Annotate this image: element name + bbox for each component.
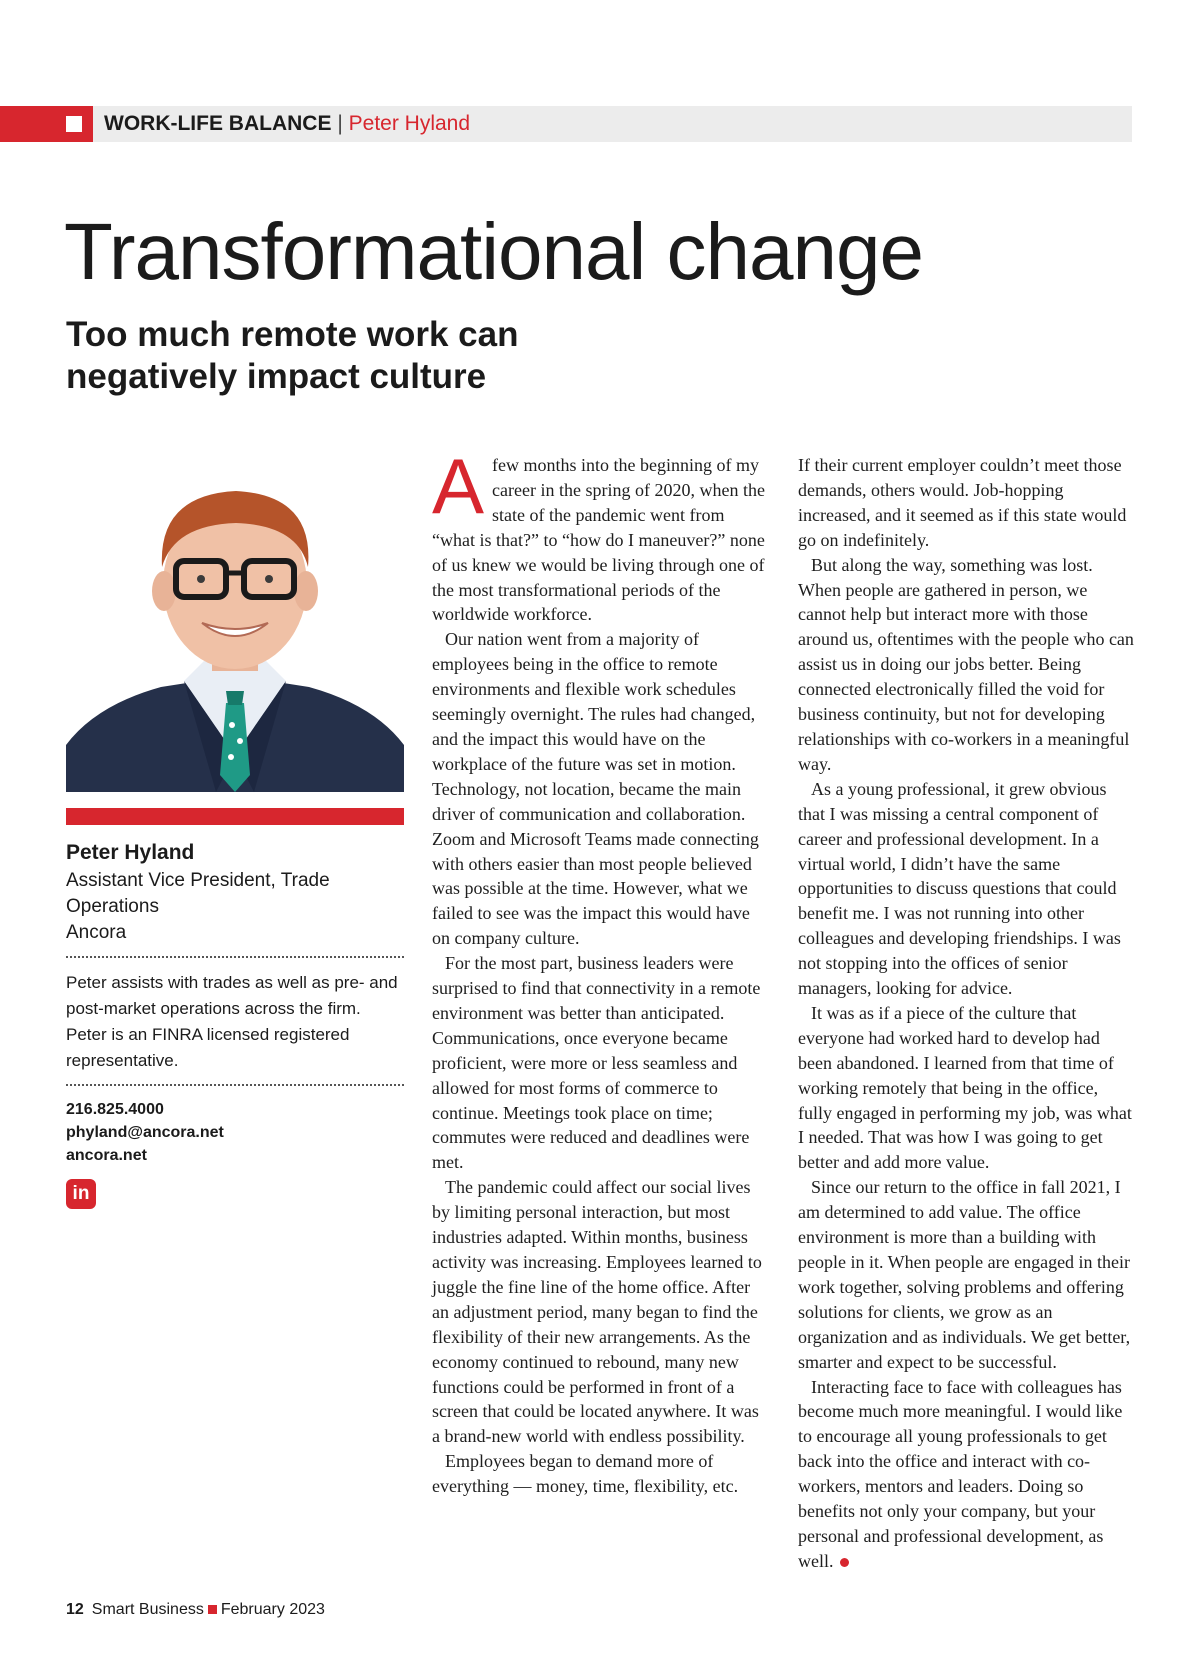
sidebar-divider	[66, 1084, 404, 1086]
article-paragraph: As a young professional, it grew obvious that I was missing a central component of career and professional development. In a virtual world, I didn’t have the same opportunities to discuss questions that could benefit me. I was not running into other colleagues and developing friendships. I was not stopping into the offices of senior managers, looking for advice.	[798, 778, 1121, 999]
author-company: Ancora	[66, 922, 127, 943]
article-paragraph: It was as if a piece of the culture that everyone had worked hard to develop had been abandoned. I learned from that time of working remotely that being in the office, fully engaged in performing my job, was what I needed. That was how I was going to get better and add more value.	[798, 1002, 1132, 1173]
author-sidebar	[66, 840, 404, 1209]
section-header-text	[104, 106, 470, 142]
article-paragraph: Since our return to the office in fall 2021, I am determined to add value. The office environment is more than a building with people in it. When people are engaged in their work together, solving problems and offering solutions for clients, we grow as an organization and as individuals. We get better, smarter and expect to be successful.	[798, 1177, 1131, 1372]
page-footer	[66, 1600, 325, 1620]
article-title: Transformational change	[64, 207, 923, 296]
article-paragraph: Our nation went from a majority of employees being in the office to remote environments and flexible work schedules seemingly overnight. The rules had changed, and the impact this would have on the workplace of the future was set in motion. Technology, not location, became the main driver of communication and collaboration. Zoom and Microsoft Teams made connecting with others easier than most people believed was possible at the time. However, what we failed to see was the impact this would have on company culture.	[432, 629, 759, 949]
section-square-icon	[66, 116, 82, 132]
article-paragraph: But along the way, something was lost. When people are gathered in person, we cannot help but interact more with those around us, oftentimes with the people who can assist us in doing our jobs better. Being connected electronically filled the void for business continuity, but not for developing relationships with co-workers in a meaningful way.	[798, 554, 1134, 774]
section-accent-block	[0, 106, 93, 142]
author-bio: Peter assists with trades as well as pre- and post-market operations across the firm. Peter is an FINRA licensed registered representative.	[66, 973, 398, 1070]
sidebar-divider	[66, 956, 404, 958]
section-author: Peter Hyland	[348, 112, 471, 135]
article-paragraph: Interacting face to face with colleagues has become much more meaningful. I would like to encourage all young professionals to get back into the office and interact with co-workers, mentors and leaders. Doing so benefits not only your company, but your personal and professional development, as well.	[798, 1376, 1123, 1571]
article-paragraph: If their current employer couldn’t meet those demands, others would. Job-hopping increased, and it seemed as if this state would go on indefinitely.	[798, 455, 1127, 550]
end-mark-icon	[840, 1558, 849, 1567]
article-paragraph: Employees began to demand more of everything — money, time, flexibility, etc.	[432, 1451, 739, 1497]
author-phone: 216.825.4000	[66, 1101, 164, 1118]
author-name: Peter Hyland	[66, 841, 195, 864]
section-header-bar	[0, 106, 1132, 142]
issue-date: February 2023	[220, 1601, 325, 1618]
author-photo	[66, 455, 404, 792]
article-paragraph: Afew months into the beginning of my career in the spring of 2020, when the state of the pandemic went from “what is that?” to “how do I maneuver?” none of us knew we would be living through one of the most transformational periods of the worldwide workforce.	[432, 442, 765, 625]
author-email[interactable]: phyland@ancora.net	[66, 1124, 224, 1141]
publication-name: Smart Business	[91, 1601, 204, 1618]
section-label: WORK-LIFE BALANCE	[104, 112, 332, 135]
photo-divider	[66, 808, 404, 825]
footer-square-icon	[208, 1605, 217, 1614]
author-title: Assistant Vice President, Trade Operations	[66, 870, 330, 917]
author-portrait-image	[66, 455, 404, 792]
article-paragraph: For the most part, business leaders were surprised to find that connectivity in a remote environment was better than anticipated. Communications, once everyone became proficient, were more or less seamless and allowed for most forms of commerce to continue. Meetings took place on time; commutes were reduced and deadlines were met.	[432, 953, 761, 1173]
section-separator: |	[337, 112, 343, 135]
article-paragraph: The pandemic could affect our social lives by limiting personal interaction, but most industries adapted. Within months, business activity was increasing. Employees learned to juggle the fine line of the home office. After an adjustment period, many began to find the flexibility of their new arrangements. As the economy continued to rebound, many new functions could be performed in front of a screen that could be located anywhere. It was a brand-new world with endless possibility.	[432, 1177, 762, 1447]
linkedin-icon[interactable]: in	[66, 1179, 96, 1209]
article-column-1	[432, 442, 770, 1499]
page-number: 12	[66, 1601, 84, 1618]
article-subtitle: Too much remote work can negatively impact culture	[66, 315, 519, 396]
author-website[interactable]: ancora.net	[66, 1147, 147, 1164]
drop-cap: A	[432, 442, 485, 530]
article-column-2	[798, 453, 1134, 1574]
